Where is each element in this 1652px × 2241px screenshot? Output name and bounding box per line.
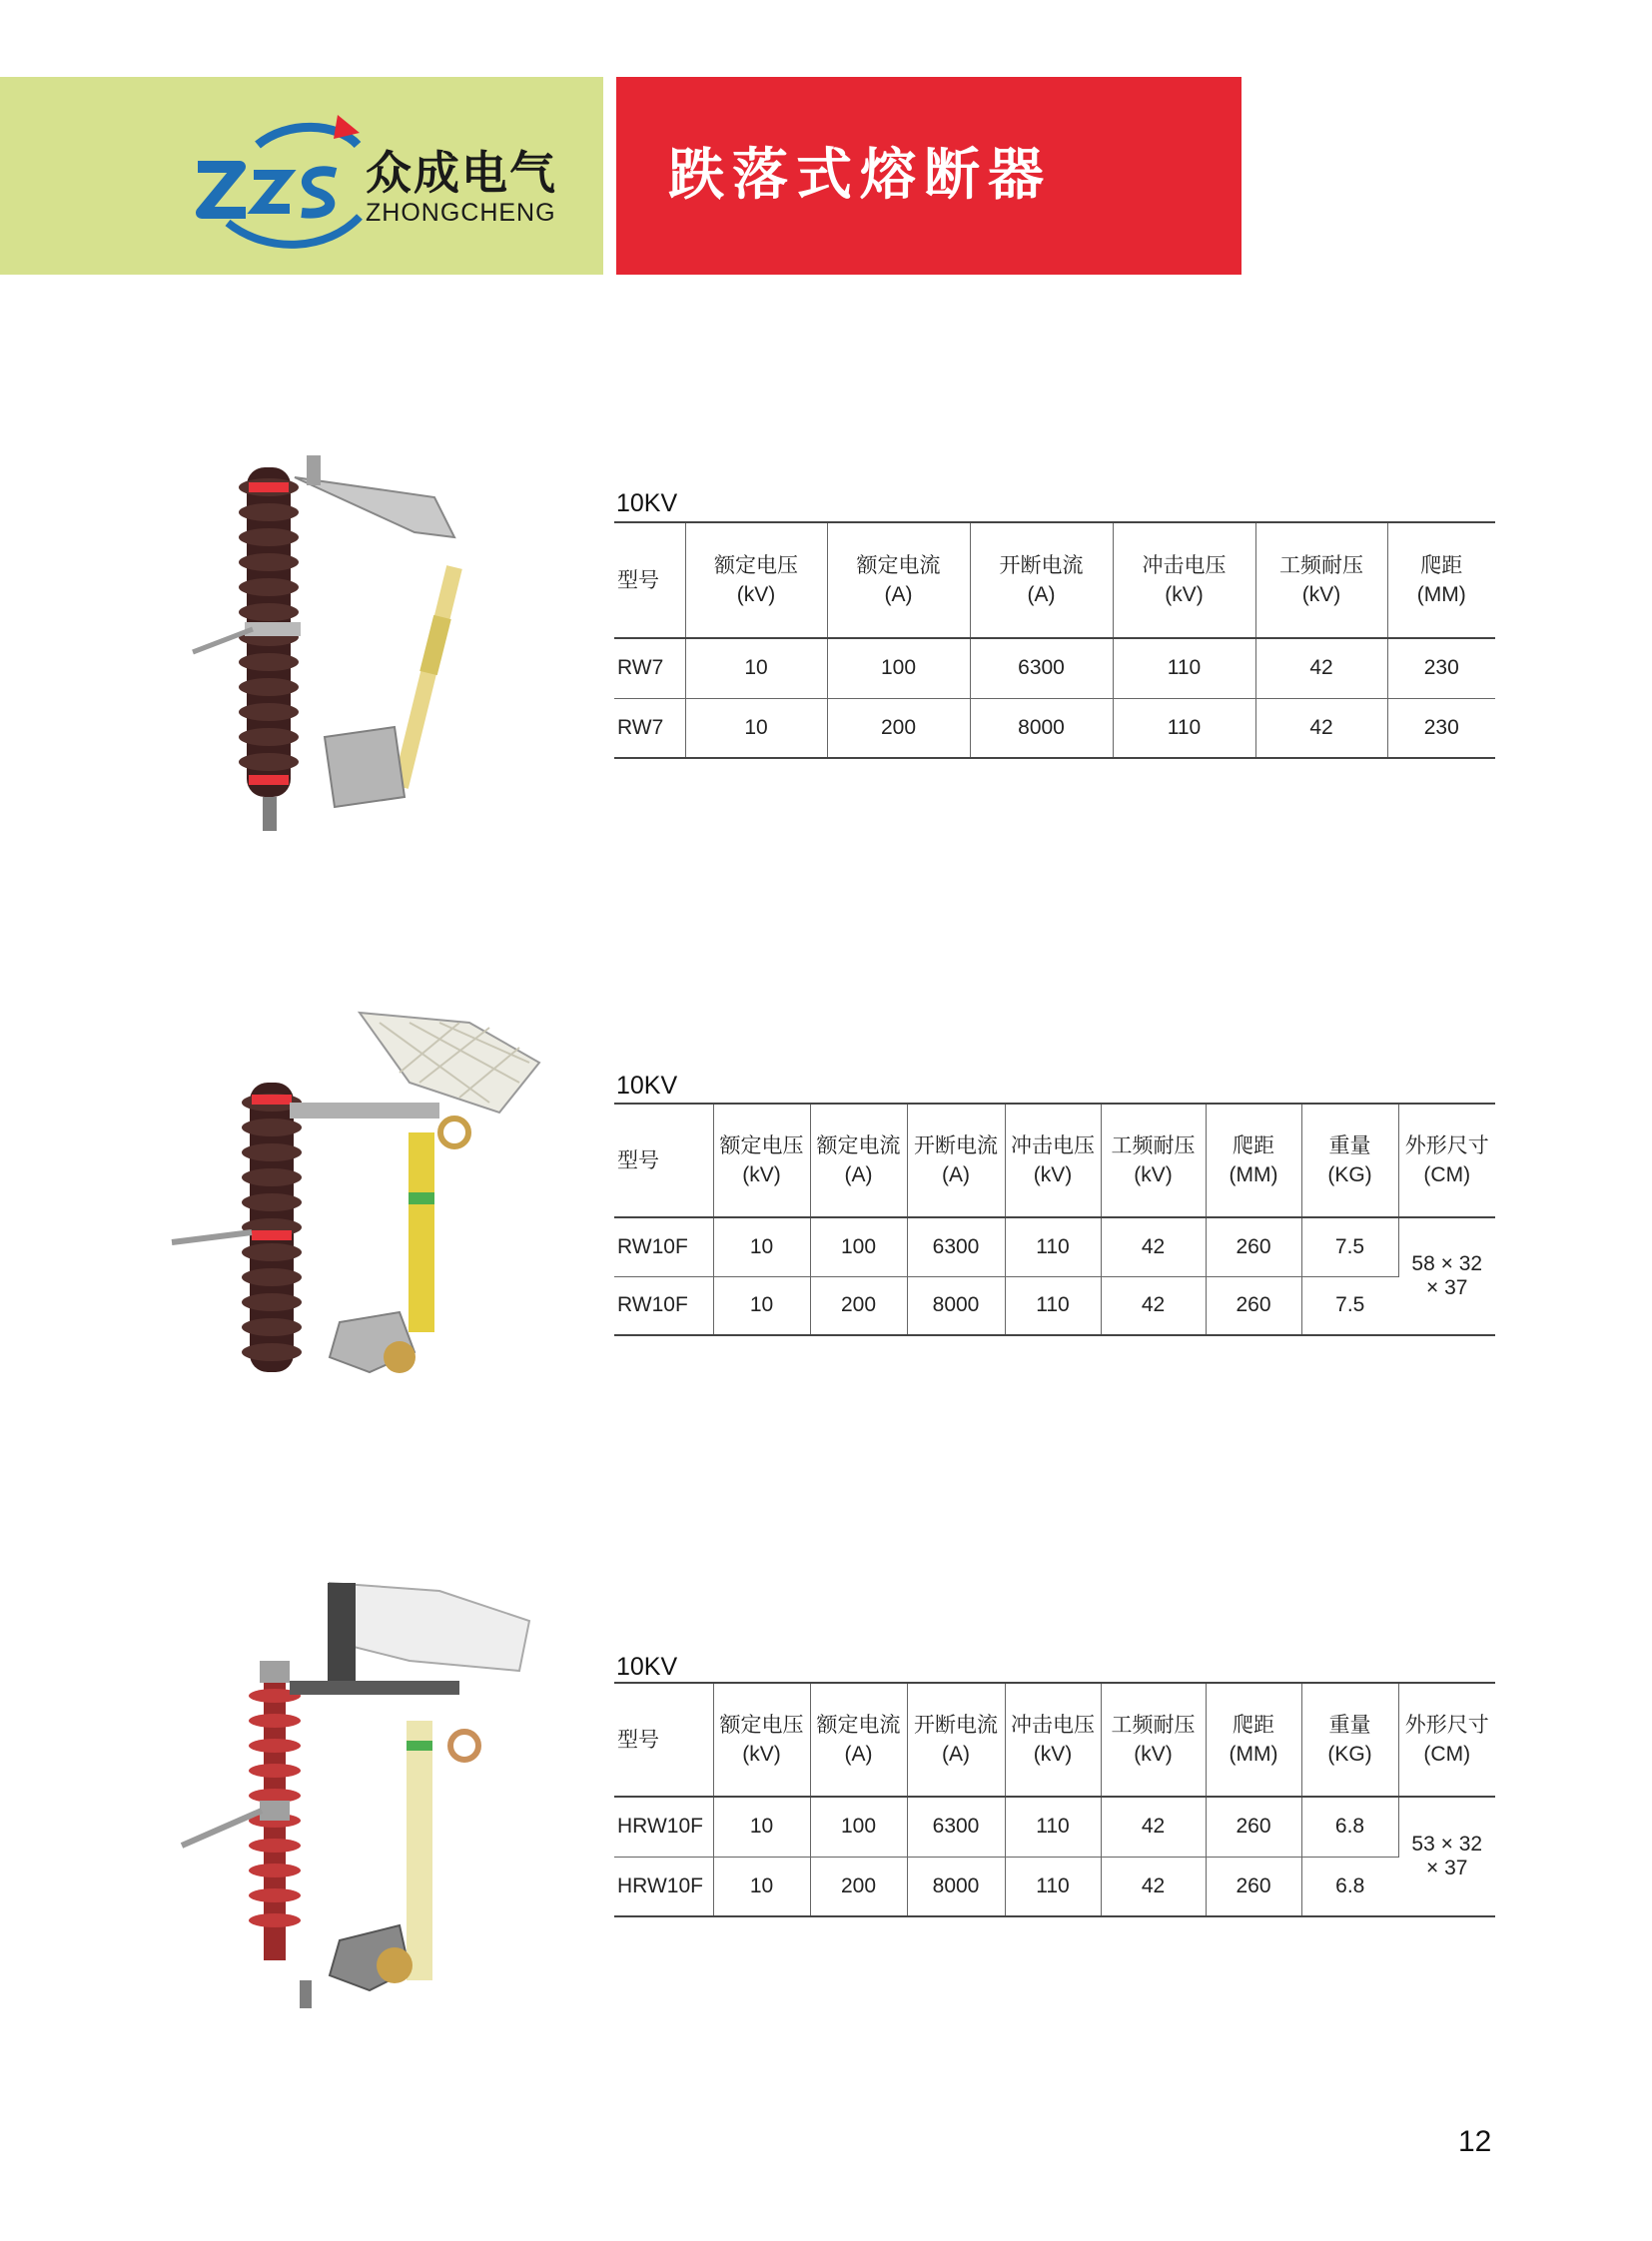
dimensions-cell: 58 × 32 × 37: [1411, 1252, 1483, 1299]
header-title-band: [616, 77, 1241, 275]
voltage-label: 10KV: [616, 1072, 678, 1100]
spec-table-rw7: [614, 521, 1495, 759]
col-creepage: 爬距 (MM): [1206, 1104, 1301, 1217]
col-creepage: 爬距 (MM): [1206, 1683, 1301, 1797]
zhongcheng-logo-icon: [188, 105, 368, 255]
col-rated-current: 额定电流 (A): [810, 1683, 907, 1797]
col-rated-current: 额定电流 (A): [827, 522, 970, 638]
page-title: 跌落式熔断器: [668, 143, 1052, 208]
col-creepage: 爬距 (MM): [1416, 553, 1466, 606]
col-power-freq-withstand: 工频耐压 (kV): [1101, 1683, 1206, 1797]
col-dimensions: 外形尺寸 (CM): [1404, 1713, 1489, 1766]
col-breaking-current: 开断电流 (A): [970, 522, 1113, 638]
table-row: HRW10F 10 200 8000 110 42 260 6.8: [614, 1857, 1495, 1916]
col-impulse-voltage: 冲击电压 (kV): [1113, 522, 1255, 638]
spec-table-rw10f: [614, 1103, 1495, 1336]
table-row: HRW10F 10 100 6300 110 42 260 6.8 53 × 32 × 37: [614, 1797, 1495, 1857]
table-row: RW10F 10 200 8000 110 42 260 7.5: [614, 1276, 1495, 1335]
col-rated-voltage: 额定电压 (kV): [685, 522, 827, 638]
table-row: RW7 10 200 8000 110 42 230: [614, 698, 1495, 758]
voltage-label: 10KV: [616, 489, 678, 517]
col-model: 型号: [614, 522, 685, 638]
col-power-freq-withstand: 工频耐压 (kV): [1101, 1104, 1206, 1217]
col-impulse-voltage: 冲击电压 (kV): [1005, 1683, 1101, 1797]
col-rated-voltage: 额定电压 (kV): [713, 1683, 810, 1797]
col-rated-voltage: 额定电压 (kV): [713, 1104, 810, 1217]
col-model: 型号: [614, 1683, 713, 1797]
page-number: 12: [1458, 2125, 1492, 2158]
brand-name-en: ZHONGCHENG: [366, 199, 556, 227]
table-row: RW10F 10 100 6300 110 42 260 7.5 58 × 32 × 37: [614, 1217, 1495, 1276]
col-weight: 重量 (KG): [1301, 1104, 1398, 1217]
col-impulse-voltage: 冲击电压 (kV): [1005, 1104, 1101, 1217]
col-power-freq-withstand: 工频耐压 (kV): [1255, 522, 1387, 638]
col-rated-current: 额定电流 (A): [810, 1104, 907, 1217]
col-breaking-current: 开断电流 (A): [907, 1104, 1005, 1217]
header-brand-band: [0, 77, 603, 275]
drop-out-fuse-porcelain-icon: [185, 437, 529, 843]
voltage-label: 10KV: [616, 1653, 678, 1681]
drop-out-fuse-composite-icon: [180, 1581, 549, 2010]
brand-name-cn: 众成电气: [366, 146, 557, 200]
col-dimensions: 外形尺寸 (CM): [1404, 1133, 1489, 1186]
col-model: 型号: [614, 1104, 713, 1217]
dimensions-cell: 53 × 32 × 37: [1411, 1833, 1483, 1879]
table-row: RW7 10 100 6300 110 42 230: [614, 638, 1495, 698]
col-breaking-current: 开断电流 (A): [907, 1683, 1005, 1797]
drop-out-fuse-arc-chute-icon: [170, 1003, 549, 1402]
col-weight: 重量 (KG): [1301, 1683, 1398, 1797]
spec-table-hrw10f: [614, 1682, 1495, 1917]
